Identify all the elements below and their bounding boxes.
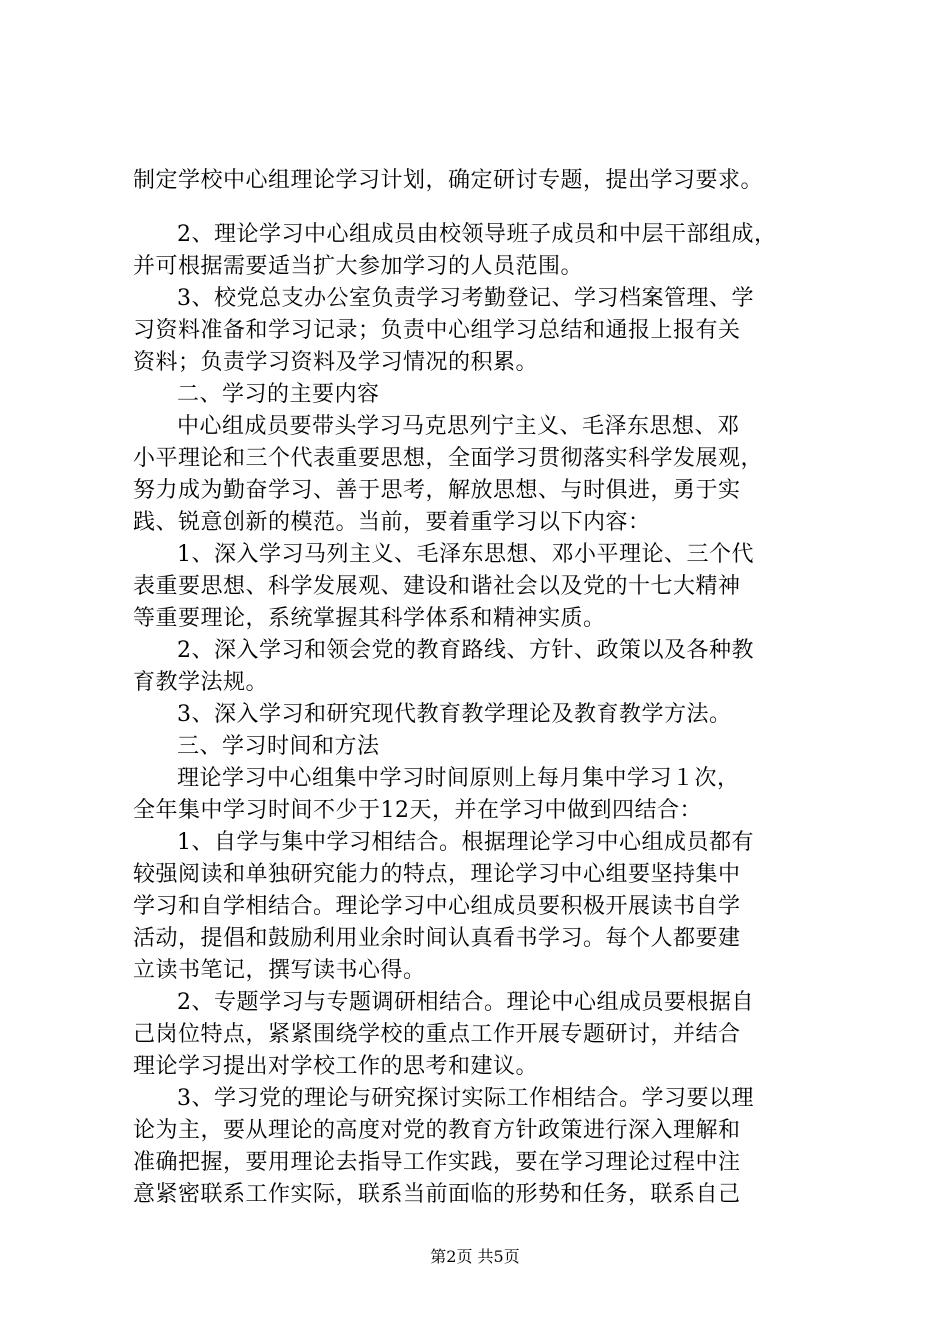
text-line: 3、深入学习和研究现代教育教学理论及教育教学方法。 (177, 702, 732, 727)
text-line: 理论学习提出对学校工作的思考和建议。 (133, 1054, 539, 1079)
text-line: 小平理论和三个代表重要思想，全面学习贯彻落实科学发展观， (133, 446, 764, 471)
text-line: 3、校党总支办公室负责学习考勤登记、学习档案管理、学 (177, 286, 754, 311)
text-line: 3、学习党的理论与研究探讨实际工作相结合。学习要以理 (177, 1086, 754, 1111)
text-line: 1、自学与集中学习相结合。根据理论学习中心组成员都有 (177, 830, 754, 855)
text-line: 学习和自学相结合。理论学习中心组成员要积极开展读书自学 (133, 894, 741, 919)
text-line: 活动，提倡和鼓励利用业余时间认真看书学习。每个人都要建 (133, 926, 741, 951)
text-line: 并可根据需要适当扩大参加学习的人员范围。 (133, 254, 584, 279)
text-line: 意紧密联系工作实际，联系当前面临的形势和任务，联系自己 (133, 1182, 741, 1207)
text-line: 制定学校中心组理论学习计划，确定研讨专题，提出学习要求。 (133, 168, 764, 193)
text-line: 2、专题学习与专题调研相结合。理论中心组成员要根据自 (177, 990, 754, 1015)
text-line: 2、理论学习中心组成员由校领导班子成员和中层干部组成， (177, 222, 777, 247)
section-heading: 二、学习的主要内容 (177, 382, 380, 407)
text-line: 立读书笔记，撰写读书心得。 (133, 958, 426, 983)
text-line: 资料；负责学习资料及学习情况的积累。 (133, 350, 539, 375)
text-line: 论为主，要从理论的高度对党的教育方针政策进行深入理解和 (133, 1118, 741, 1143)
text-line: 践、锐意创新的模范。当前，要着重学习以下内容： (133, 510, 651, 535)
text-line: 准确把握，要用理论去指导工作实践，要在学习理论过程中注 (133, 1150, 741, 1175)
text-line: 1、深入学习马列主义、毛泽东思想、邓小平理论、三个代 (177, 542, 754, 567)
text-line: 习资料准备和学习记录；负责中心组学习总结和通报上报有关 (133, 318, 741, 343)
text-line: 己岗位特点，紧紧围绕学校的重点工作开展专题研讨，并结合 (133, 1022, 741, 1047)
text-line: 2、深入学习和领会党的教育路线、方针、政策以及各种教 (177, 638, 754, 663)
text-line: 较强阅读和单独研究能力的特点，理论学习中心组要坚持集中 (133, 862, 741, 887)
text-line: 育教学法规。 (133, 670, 269, 695)
text-line: 中心组成员要带头学习马克思列宁主义、毛泽东思想、邓 (177, 414, 740, 439)
text-line: 表重要思想、科学发展观、建设和谐社会以及党的十七大精神 (133, 574, 741, 599)
section-heading: 三、学习时间和方法 (177, 734, 380, 759)
text-line: 等重要理论，系统掌握其科学体系和精神实质。 (133, 606, 606, 631)
text-line: 努力成为勤奋学习、善于思考，解放思想、与时俱进，勇于实 (133, 478, 741, 503)
page-number-footer: 第2页 共5页 (430, 1247, 520, 1266)
document-body (133, 165, 833, 1211)
text-line: 全年集中学习时间不少于12天，并在学习中做到四结合： (133, 798, 702, 823)
paragraph-gap (133, 197, 833, 219)
text-line: 理论学习中心组集中学习时间原则上每月集中学习１次， (177, 766, 740, 791)
